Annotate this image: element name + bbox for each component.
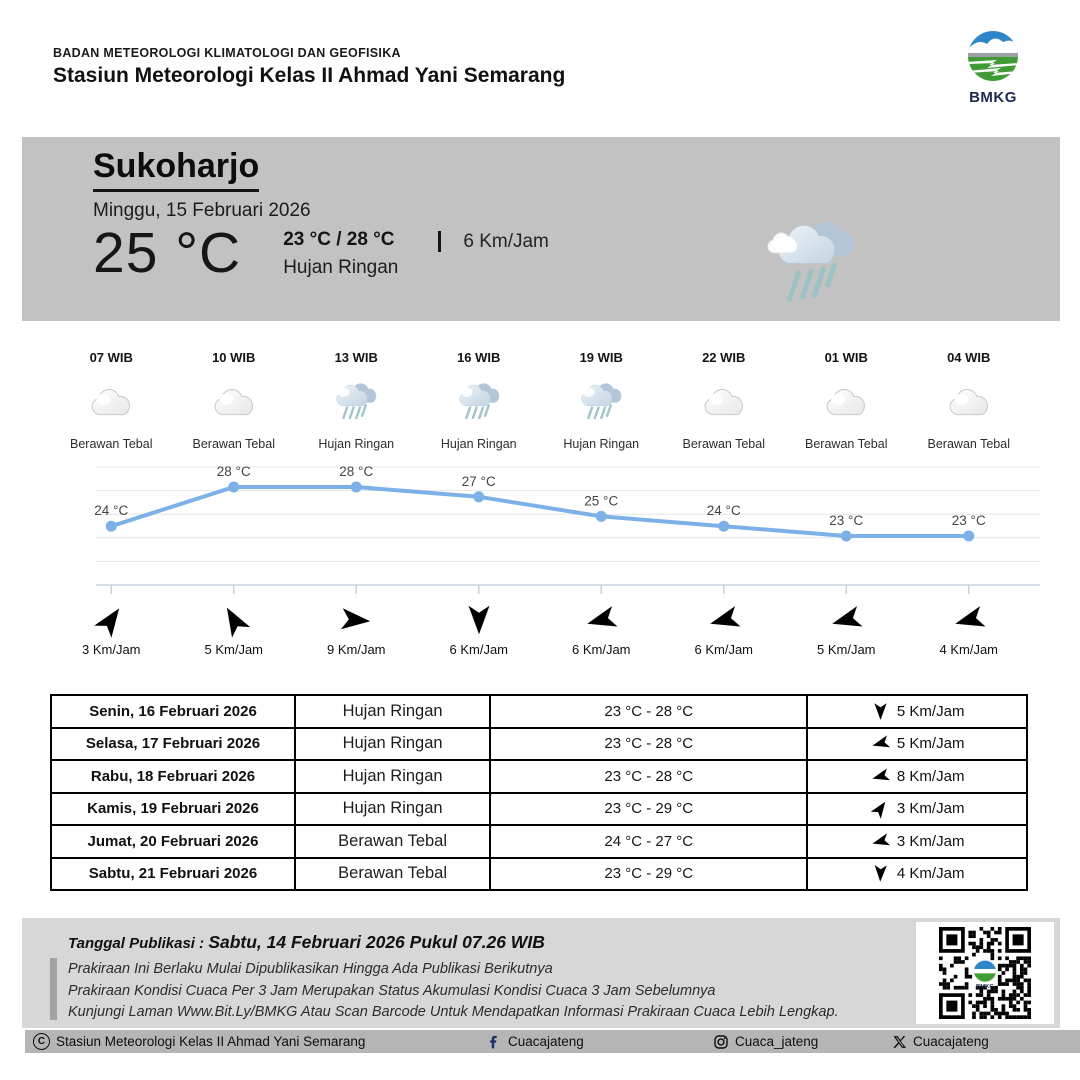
cloudy-icon <box>823 386 869 418</box>
cloudy-icon <box>946 386 992 418</box>
current-wind-speed: 6 Km/Jam <box>463 230 549 252</box>
daily-wind-speed: 8 Km/Jam <box>896 767 965 785</box>
current-temperature: 25 °C <box>93 221 242 285</box>
wind-direction-icon <box>337 600 376 639</box>
temp-point-label: 23 °C <box>951 513 986 528</box>
hourly-condition: Hujan Ringan <box>440 437 517 451</box>
daily-wind-speed: 5 Km/Jam <box>896 702 965 720</box>
wind-direction-icon <box>866 794 895 823</box>
instagram-handle[interactable]: Cuaca_jateng <box>735 1034 819 1049</box>
wind-item <box>908 600 1031 657</box>
wind-direction-icon <box>868 828 894 854</box>
qr-card <box>916 922 1054 1024</box>
wind-forecast-strip <box>50 600 1030 657</box>
wind-speed-label: 6 Km/Jam <box>694 642 753 657</box>
hourly-forecast-strip <box>50 350 1030 451</box>
temp-point-label: 28 °C <box>216 464 251 479</box>
cloudy-icon <box>88 386 134 418</box>
daily-temp-range: 23 °C - 29 °C <box>490 793 807 826</box>
divider <box>438 231 441 252</box>
copyright-icon: C <box>33 1033 50 1050</box>
daily-condition: Hujan Ringan <box>295 728 490 761</box>
publication-footer <box>22 918 1060 1028</box>
wind-item <box>173 600 296 657</box>
hourly-time: 19 WIB <box>579 350 623 365</box>
wind-direction-icon <box>461 602 497 638</box>
daily-date: Rabu, 18 Februari 2026 <box>51 760 295 793</box>
publication-value: Sabtu, 14 Februari 2026 Pukul 07.26 WIB <box>208 932 545 952</box>
wind-speed-label: 3 Km/Jam <box>81 642 141 657</box>
qr-center-logo <box>974 960 996 990</box>
wind-item <box>540 600 663 657</box>
hourly-item <box>540 350 663 451</box>
daily-temp-range: 24 °C - 27 °C <box>490 825 807 858</box>
footer-note: Prakiraan Kondisi Cuaca Per 3 Jam Merupakan Status Akumulasi Kondisi Cuaca 3 Jam Sebelumnya <box>68 982 716 999</box>
daily-temp-range: 23 °C - 28 °C <box>490 760 807 793</box>
light-rain-icon <box>763 215 863 312</box>
location-title: Sukoharjo <box>93 147 259 192</box>
wind-speed-label: 4 Km/Jam <box>939 642 998 657</box>
current-weather-card <box>22 137 1060 321</box>
wind-direction-icon <box>870 863 892 885</box>
wind-speed-label: 5 Km/Jam <box>816 642 876 657</box>
wind-direction-icon <box>209 595 258 644</box>
hourly-condition: Berawan Tebal <box>682 437 765 451</box>
forecast-date: Minggu, 15 Februari 2026 <box>93 200 311 222</box>
social-bar <box>25 1030 1080 1053</box>
daily-wind-speed: 4 Km/Jam <box>896 865 965 883</box>
agency-name: BADAN METEOROLOGI KLIMATOLOGI DAN GEOFISIKA <box>53 46 401 60</box>
facebook-handle[interactable]: Cuacajateng <box>508 1034 584 1049</box>
wind-speed-label: 9 Km/Jam <box>326 642 386 657</box>
daily-wind-speed: 3 Km/Jam <box>896 800 965 818</box>
wind-item <box>785 600 908 657</box>
wind-item <box>418 600 541 657</box>
light-rain-icon <box>763 215 863 307</box>
daily-temp-range: 23 °C - 29 °C <box>490 858 807 891</box>
hourly-condition: Berawan Tebal <box>927 437 1010 451</box>
wind-item <box>295 600 418 657</box>
temp-point-label: 27 °C <box>461 473 496 489</box>
hourly-item <box>663 350 786 451</box>
daily-condition: Hujan Ringan <box>295 695 490 728</box>
publication-label: Tanggal Publikasi : <box>68 935 209 952</box>
daily-date: Jumat, 20 Februari 2026 <box>51 825 295 858</box>
wind-speed-label: 6 Km/Jam <box>571 642 631 657</box>
daily-row <box>51 728 1027 761</box>
daily-condition: Berawan Tebal <box>295 858 490 891</box>
light-rain-icon <box>578 380 624 423</box>
cloudy-icon <box>211 386 257 418</box>
hourly-condition: Berawan Tebal <box>70 437 153 451</box>
temp-point-label: 28 °C <box>339 464 374 479</box>
daily-row <box>51 825 1027 858</box>
footer-notes <box>68 959 839 1024</box>
temperature-line-chart <box>0 458 1080 600</box>
hourly-condition: Berawan Tebal <box>192 437 275 451</box>
temp-point-label: 25 °C <box>584 493 619 509</box>
light-rain-icon <box>333 380 379 423</box>
temp-point-label: 24 °C <box>706 503 741 519</box>
copyright-item <box>33 1030 365 1053</box>
wind-direction-icon <box>86 595 136 645</box>
instagram-icon <box>713 1034 729 1050</box>
footer-note: Prakiraan Ini Berlaku Mulai Dipublikasikan Hingga Ada Publikasi Berikutnya <box>68 961 553 977</box>
hourly-time: 04 WIB <box>947 350 991 365</box>
current-condition: Hujan Ringan <box>283 256 399 278</box>
wind-speed-label: 5 Km/Jam <box>204 642 263 657</box>
bmkg-logo <box>958 30 1028 106</box>
daily-date: Kamis, 19 Februari 2026 <box>51 793 295 826</box>
hourly-item <box>173 350 296 451</box>
publication-line <box>68 932 545 953</box>
cloudy-icon <box>701 386 747 418</box>
daily-forecast-table <box>50 694 1028 891</box>
svg-text:BMKG: BMKG <box>976 984 994 991</box>
wind-direction-icon <box>947 598 991 642</box>
hourly-time: 07 WIB <box>89 350 133 365</box>
hourly-item <box>295 350 418 451</box>
daily-row <box>51 858 1027 891</box>
x-handle[interactable]: Cuacajateng <box>913 1034 989 1049</box>
wind-direction-icon <box>868 731 894 757</box>
bmkg-logo-icon <box>967 30 1019 82</box>
qr-code[interactable] <box>939 927 1031 1019</box>
bmkg-logo-text: BMKG <box>969 89 1017 106</box>
wind-speed-label: 6 Km/Jam <box>449 642 508 657</box>
wind-direction-icon <box>702 598 746 642</box>
hourly-time: 10 WIB <box>212 350 256 365</box>
hourly-condition: Berawan Tebal <box>805 437 888 451</box>
hourly-condition: Hujan Ringan <box>318 437 395 451</box>
wind-direction-icon <box>868 763 894 789</box>
report-header <box>53 46 565 88</box>
station-name: Stasiun Meteorologi Kelas II Ahmad Yani Semarang <box>53 64 566 87</box>
hourly-time: 22 WIB <box>702 350 746 365</box>
daily-date: Senin, 16 Februari 2026 <box>51 695 295 728</box>
hourly-item <box>908 350 1031 451</box>
facebook-icon <box>487 1034 502 1049</box>
daily-temp-range: 23 °C - 28 °C <box>490 695 807 728</box>
daily-row <box>51 793 1027 826</box>
footer-note: Kunjungi Laman Www.Bit.Ly/BMKG Atau Scan Barcode Untuk Mendapatkan Informasi Prakiraan Cuaca Lebih Lengkap. <box>68 1004 839 1020</box>
copyright-text: Stasiun Meteorologi Kelas II Ahmad Yani Semarang <box>56 1034 366 1049</box>
facebook-item[interactable] <box>487 1030 584 1053</box>
daily-wind-speed: 5 Km/Jam <box>896 735 965 753</box>
temp-point-label: 23 °C <box>829 513 864 528</box>
daily-date: Selasa, 17 Februari 2026 <box>51 728 295 761</box>
hourly-time: 16 WIB <box>457 350 501 365</box>
daily-temp-range: 23 °C - 28 °C <box>490 728 807 761</box>
wind-direction-icon <box>579 598 623 642</box>
hourly-time: 13 WIB <box>334 350 378 365</box>
wind-direction-icon <box>824 598 868 642</box>
instagram-item[interactable] <box>713 1030 818 1053</box>
daily-condition: Hujan Ringan <box>295 793 490 826</box>
x-icon <box>893 1035 907 1049</box>
hourly-condition: Hujan Ringan <box>563 437 640 451</box>
daily-condition: Hujan Ringan <box>295 760 490 793</box>
daily-wind-speed: 3 Km/Jam <box>896 832 965 850</box>
daily-row <box>51 760 1027 793</box>
light-rain-icon <box>456 380 502 423</box>
wind-item <box>50 600 173 657</box>
hourly-time: 01 WIB <box>824 350 868 365</box>
daily-date: Sabtu, 21 Februari 2026 <box>51 858 295 891</box>
temperature-range: 23 °C / 28 °C <box>283 228 395 250</box>
x-item[interactable] <box>893 1030 989 1053</box>
wind-direction-icon <box>870 701 891 722</box>
hourly-item <box>418 350 541 451</box>
wind-item <box>663 600 786 657</box>
daily-row <box>51 695 1027 728</box>
daily-condition: Berawan Tebal <box>295 825 490 858</box>
temp-point-label: 24 °C <box>94 503 129 519</box>
hourly-item <box>785 350 908 451</box>
notes-accent-bar <box>50 958 57 1020</box>
hourly-item <box>50 350 173 451</box>
